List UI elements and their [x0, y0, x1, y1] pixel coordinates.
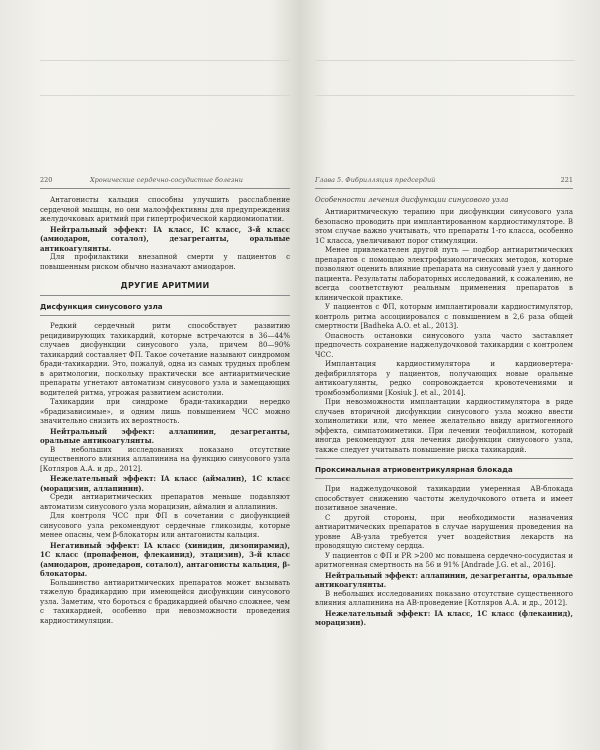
paragraph: У пациентов с ФП, которым имплантировали кардиостимулятор, контроль ритма ассоциировался с повышением в 2,6 раза общей смертности [Badheka A.O. et al., 2013].: [315, 303, 573, 330]
paragraph: Опасность остановки синусового узла часто заставляет предпочесть сохранение наджелудочковой тахикардии с контролем ЧСС.: [315, 331, 573, 359]
section-divider: [40, 295, 290, 296]
paragraph-negative-effect: Негативный эффект: IA класс (хинидин, дизопирамид), 1C класс (пропафенон, флекаинид), этацизин), 3-й класс (амиодарон, дронедарон, соталол), антагонисты кальция, β-блокаторы.: [40, 540, 290, 578]
subsection-title: Дисфункция синусового узла: [40, 302, 163, 311]
left-running-head-title: Хронические сердечно-сосудистые болезни: [90, 176, 243, 184]
left-body: [40, 196, 290, 626]
previous-page-bleed: [40, 0, 290, 170]
paragraph: У пациентов с ФП и PR >200 мс повышена сердечно-сосудистая и аритмогенная смертность на 56 и 91% [Andrade J.G. et al., 2016].: [315, 551, 573, 569]
right-body: [315, 196, 573, 628]
subsection-title: Проксимальная атриовентрикулярная блокада: [315, 465, 513, 474]
right-running-head: [315, 176, 573, 189]
paragraph: Среди антиаритмических препаратов меньше подавляют автоматизм синусового узла морацизин, аймалин и аллапинин.: [40, 493, 290, 511]
right-page: [300, 0, 600, 750]
subsection-divider: [315, 458, 573, 459]
left-page-number: 220: [40, 176, 53, 184]
paragraph-neutral-effect: Нейтральный эффект: аллапинин, дезагреганты, оральные антикоагулянты.: [315, 570, 573, 589]
paragraph: С другой стороны, при необходимости назначения антиаритмических препаратов в случае нарушения проведения на уровне АВ-узла требуется учет воздействия лекарств на проводящую систему сердца.: [315, 513, 573, 550]
subsection-divider: [315, 478, 573, 479]
paragraph: Редкий сердечный ритм способствует развитию рецидивирующих тахикардий, которые встречаются в 36—44% случаев дисфункции синусового узла, причем 80—90% тахикардий составляет ФП. Такое сочетание называют синдромом бради-тахикардии. Это, пожалуй, одна из самых трудных проблем в аритмологии, поскольку практически все антиаритмические препараты угнетают автоматизм синусового узла и замещающих водителей ритма, угрожая развитием асистолии.: [40, 322, 290, 397]
paragraph: Для профилактики внезапной смерти у пациентов с повышенным риском обычно назначают амиодарон.: [40, 253, 290, 271]
paragraph-neutral-effect: Нейтральный эффект: IA класс, IC класс, 3-й класс (амиодарон, соталол), дезагреганты, оральные антикоагулянты.: [40, 224, 290, 253]
paragraph: Большинство антиаритмических препаратов может вызывать тяжелую брадикардию при имеющейся дисфункции синусового узла. Заметим, что бороться с брадикардией обычно сложнее, чем с тахикардией, особенно при невозможности проведения кардиостимуляции.: [40, 578, 290, 625]
paragraph: Для контроля ЧСС при ФП в сочетании с дисфункцией синусового узла рекомендуют сердечные гликозиды, которые менее опасны, чем β-блокаторы или антагонисты кальция.: [40, 512, 290, 539]
paragraph: При невозможности имплантации кардиостимулятора в ряде случаев вторичной дисфункции синусового узла можно ввести холинолитики или, что менее желательно ввиду аритмогенного эффекта, симпатомиметики. При лечении теофиллином, который иногда рекомендуют для лечения дисфункции синусового узла, также следует учитывать повышение риска тахикардий.: [315, 398, 573, 454]
italic-heading: Особенности лечения дисфункции синусового узла: [315, 196, 509, 204]
paragraph: Имплантация кардиостимулятора и кардиовертера-дефибриллятора у пациентов, получающих новые оральные антикоагулянты, редко сопровождается кровотечениями и тромбоэмболиями [Kosiuk J. et al., 2014].: [315, 360, 573, 397]
right-page-number: 221: [560, 176, 573, 184]
paragraph-undesired-effect: Нежелательный эффект: IA класс (аймалин), 1C класс (морацизин, аллапинин).: [40, 474, 290, 493]
paragraph: Антагонисты кальция способны улучшить расслабление сердечной мышцы, но они малоэффективны для предупреждения желудочковых аритмий при гипертрофической кардиомиопатии.: [40, 196, 290, 223]
previous-page-bleed: [315, 0, 575, 170]
paragraph: При наджелудочковой тахикардии умеренная АВ-блокада способствует снижению частоты желудочкового ответа и имеет позитивное значение.: [315, 485, 573, 512]
paragraph-undesired-effect: Нежелательный эффект: IA класс, 1C класс (флекаинид), морацизин).: [315, 608, 573, 627]
left-running-head: [40, 176, 290, 189]
paragraph-neutral-effect: Нейтральный эффект: аллапинин, дезагреганты, оральные антикоагулянты.: [40, 426, 290, 445]
paragraph: В небольших исследованиях показано отсутствие существенного влияния аллапинина на АВ-проведение [Котляров А.А. и др., 2012].: [315, 589, 573, 607]
paragraph: Тахикардии при синдроме бради-тахикардии нередко «брадизависимые», и одним лишь повышением ЧСС можно значительно снизить их вероятность.: [40, 398, 290, 425]
paragraph: В небольших исследованиях показано отсутствие существенного влияния аллапинина на функцию синусового узла [Котляров А.А. и др., 2012].: [40, 445, 290, 473]
paragraph: Антиаритмическую терапию при дисфункции синусового узла безопасно проводить при имплантированном кардиостимуляторе. В этом случае важно учитывать, что препараты 1-го класса, особенно 1С класса, увеличивают порог стимуляции.: [315, 208, 573, 245]
subsection-divider: [40, 315, 290, 316]
paragraph: Менее привлекателен другой путь — подбор антиаритмических препаратов с помощью электрофизиологических методов, которые позволяют оценить влияние препарата на синусовый узел у данного пациента. Результаты лабораторных исследований, к сожалению, не всегда соответствуют реальным применения препаратов в клинической практике.: [315, 246, 573, 302]
right-running-head-title: Глава 5. Фибрилляция предсердий: [315, 176, 436, 184]
section-title: ДРУГИЕ АРИТМИИ: [120, 281, 210, 290]
